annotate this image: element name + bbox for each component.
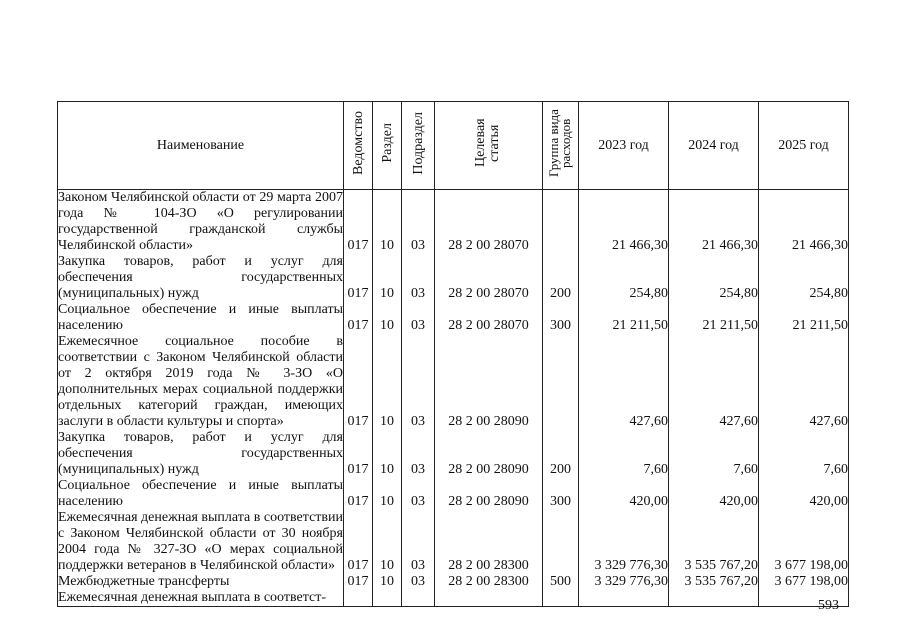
row-expense-group: 300 [543,302,579,334]
row-amount-2024: 3 535 767,20 [669,510,759,574]
row-target: 28 2 00 28090 [435,430,543,478]
header-expense-group [543,102,579,190]
row-section: 10 [373,190,402,255]
table-row [58,334,849,430]
row-ministry: 017 [344,334,373,430]
row-amount-2023: 3 329 776,30 [579,574,669,590]
row-amount-2024: 7,60 [669,430,759,478]
row-amount-2025: 3 677 198,00 [759,510,849,574]
row-subsection: 03 [402,510,435,574]
row-amount-2024: 254,80 [669,254,759,302]
row-expense-group [543,334,579,430]
row-name: Ежемесячная денежная выплата в соответствии с Законом Челябинской области от 30 ноября 2004 года № 327-ЗО «О мерах социальной поддержки ветеранов в Челябинской области» [58,510,343,573]
row-target [435,590,543,607]
row-expense-group [543,190,579,255]
header-2024: 2024 год [669,102,759,190]
header-name: Наименование [58,102,344,190]
row-expense-group: 300 [543,478,579,510]
row-target: 28 2 00 28300 [435,574,543,590]
row-amount-2025: 427,60 [759,334,849,430]
row-amount-2023: 3 329 776,30 [579,510,669,574]
table-header-row [58,102,849,190]
row-target: 28 2 00 28070 [435,302,543,334]
table-row [58,254,849,302]
row-ministry: 017 [344,302,373,334]
row-subsection: 03 [402,254,435,302]
row-amount-2025: 420,00 [759,478,849,510]
row-section: 10 [373,574,402,590]
table-row [58,302,849,334]
row-amount-2024: 21 211,50 [669,302,759,334]
header-2025: 2025 год [759,102,849,190]
row-ministry: 017 [344,254,373,302]
row-amount-2024: 3 535 767,20 [669,574,759,590]
header-target-label: Целевая статья [472,118,502,168]
row-expense-group: 200 [543,430,579,478]
row-expense-group: 200 [543,254,579,302]
row-amount-2024: 427,60 [669,334,759,430]
row-amount-2023: 254,80 [579,254,669,302]
row-amount-2023: 21 211,50 [579,302,669,334]
row-amount-2024 [669,590,759,607]
row-name: Межбюджетные трансферты [58,574,344,590]
row-amount-2024: 21 466,30 [669,190,759,255]
row-amount-2025: 21 211,50 [759,302,849,334]
row-name: Социальное обеспечение и иные выплаты населению [58,302,343,333]
page-number: 593 [818,598,839,613]
header-section [373,102,402,190]
row-target: 28 2 00 28090 [435,334,543,430]
row-amount-2025: 21 466,30 [759,190,849,255]
row-section: 10 [373,334,402,430]
row-section: 10 [373,478,402,510]
row-subsection [402,590,435,607]
row-amount-2023 [579,590,669,607]
row-ministry: 017 [344,190,373,255]
row-target: 28 2 00 28090 [435,478,543,510]
row-amount-2023: 7,60 [579,430,669,478]
row-amount-2023: 427,60 [579,334,669,430]
row-expense-group: 500 [543,574,579,590]
row-ministry [344,590,373,607]
row-subsection: 03 [402,574,435,590]
header-2023: 2023 год [579,102,669,190]
table-row [58,478,849,510]
header-subsection-label: Подраздел [410,111,426,175]
table-row [58,190,849,255]
row-amount-2023: 21 466,30 [579,190,669,255]
header-ministry-label: Ведомство [350,111,366,175]
row-name: Закупка товаров, работ и услуг для обеспечения государственных (муниципальных) нужд [58,430,343,477]
row-section: 10 [373,510,402,574]
row-name: Социальное обеспечение и иные выплаты населению [58,478,343,509]
row-subsection: 03 [402,478,435,510]
table-row [58,590,849,607]
row-subsection: 03 [402,190,435,255]
row-name: Закупка товаров, работ и услуг для обеспечения государственных (муниципальных) нужд [58,254,343,301]
row-section: 10 [373,302,402,334]
row-section: 10 [373,254,402,302]
header-target [435,102,543,190]
row-subsection: 03 [402,302,435,334]
row-amount-2025: 3 677 198,00 [759,574,849,590]
row-subsection: 03 [402,334,435,430]
row-target: 28 2 00 28070 [435,254,543,302]
header-section-label: Раздел [379,123,395,163]
row-section: 10 [373,430,402,478]
row-section [373,590,402,607]
row-subsection: 03 [402,430,435,478]
row-expense-group [543,590,579,607]
table-row [58,430,849,478]
row-ministry: 017 [344,510,373,574]
row-ministry: 017 [344,574,373,590]
row-name: Законом Челябинской области от 29 марта 2007 года № 104-ЗО «О регулировании государственной гражданской службы Челябинской области» [58,190,343,253]
table-body [58,190,849,607]
row-ministry: 017 [344,478,373,510]
row-name: Ежемесячная денежная выплата в соответст- [58,590,344,607]
header-subsection [402,102,435,190]
row-expense-group [543,510,579,574]
row-name: Ежемесячное социальное пособие в соответствии с Законом Челябинской области от 2 октября 2019 года № 3-ЗО «О дополнительных мерах социальной поддержки отдельных категорий граждан, имеющих заслуги в области культуры и спорта» [58,334,343,429]
row-amount-2025: 7,60 [759,430,849,478]
row-target: 28 2 00 28070 [435,190,543,255]
row-amount-2025: 254,80 [759,254,849,302]
budget-table [57,101,849,607]
table-row [58,510,849,574]
table-row [58,574,849,590]
header-expense-group-label: Группа вида расходов [545,109,573,177]
header-ministry [344,102,373,190]
row-amount-2024: 420,00 [669,478,759,510]
row-ministry: 017 [344,430,373,478]
row-target: 28 2 00 28300 [435,510,543,574]
row-amount-2023: 420,00 [579,478,669,510]
